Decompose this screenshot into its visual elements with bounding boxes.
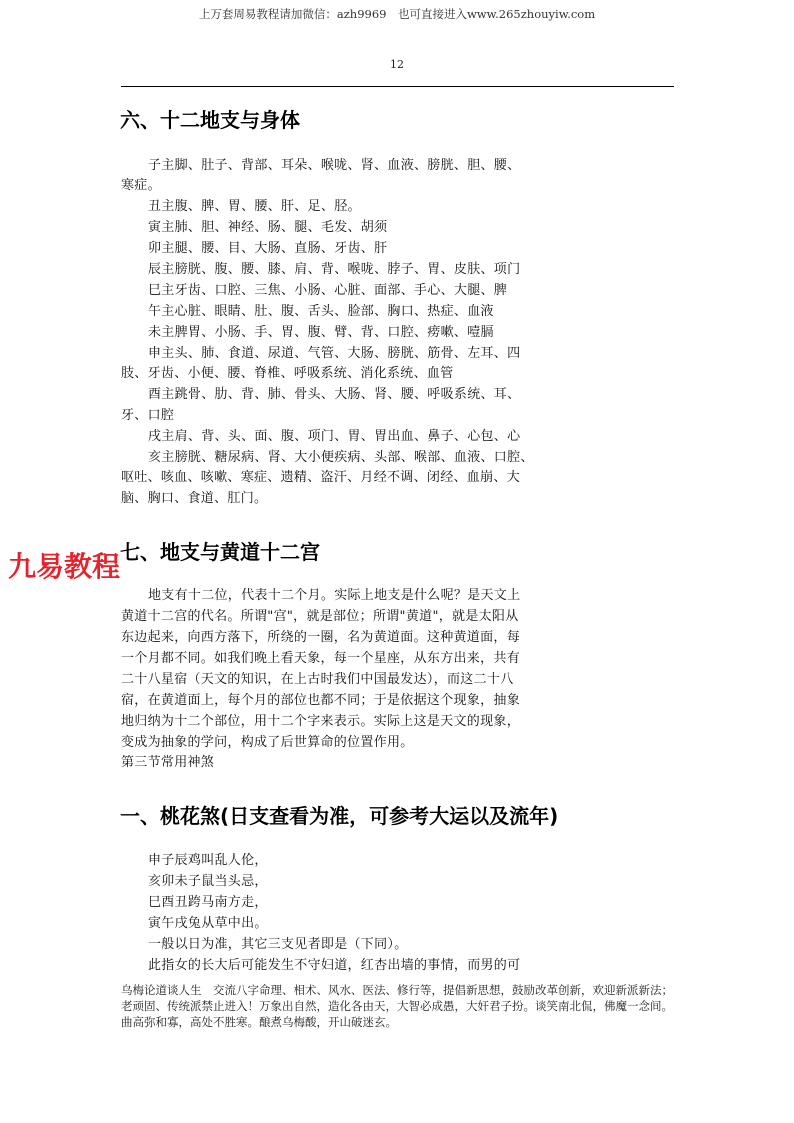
body-line: 戌主肩、背、头、面、腹、项门、胃、胃出血、鼻子、心包、心 [148,429,521,444]
body-line: 牙、口腔 [121,408,175,423]
body-line: 亥主膀胱、糖尿病、肾、大小便疾病、头部、喉部、血液、口腔、 [148,450,534,465]
body-line: 一个月都不同。如我们晚上看天象，每一个星座，从东方出来，共有 [121,651,521,666]
body-line: 寒症。 [121,178,161,193]
verse-line: 申子辰鸡叫乱人伦， [148,853,268,868]
peach-section-title: 一、桃花煞(日支查看为准，可参考大运以及流年) [120,804,559,828]
footer-note: 乌梅论道谈人生 交流八字命理、相术、风水、医法、修行等，提倡新思想，鼓励改革创新，欢迎新派新法；老顽固、传统派禁止进入！万象出自然，造化各由天，大智必成愚，大奸君子扮。谈笑南北侃，佛魔一念间。曲高弥和寡，高处不胜寒。酿煮乌梅酸，开山破迷玄。 [121,983,673,1029]
body-line: 午主心脏、眼睛、肚、腹、舌头、脸部、胸口、热症、血液 [148,304,494,319]
verse-line: 巳酉丑跨马南方走， [148,895,268,910]
body-line: 巳主牙齿、口腔、三焦、小肠、心脏、面部、手心、大腿、脾 [148,283,508,298]
body-line: 黄道十二宫的代名。所谓"宫"，就是部位；所谓"黄道"，就是太阳从 [121,609,519,624]
body-line: 二十八星宿（天文的知识，在上古时我们中国最发达），而这二十八 [121,672,514,687]
body-line: 地支有十二位，代表十二个月。实际上地支是什么呢？是天文上 [148,588,521,603]
body-line: 寅主肺、胆、神经、肠、腿、毛发、胡须 [148,220,388,235]
body-line: 变成为抽象的学问，构成了后世算命的位置作用。 [121,735,414,750]
subsection-label: 第三节常用神煞 [121,755,215,770]
body-line: 地归纳为十二个部位，用十二个字来表示。实际上这是天文的现象， [121,714,521,729]
section6-title: 六、十二地支与身体 [120,108,300,132]
body-line: 东边起来，向西方落下，所绕的一圈，名为黄道面。这种黄道面，每 [121,630,521,645]
body-line: 未主脾胃、小肠、手、胃、腹、臂、背、口腔、痨嗽、噎膈 [148,325,494,340]
body-line: 子主脚、肚子、背部、耳朵、喉咙、肾、血液、膀胱、胆、腰、 [148,158,521,173]
body-line: 此指女的长大后可能发生不守妇道，红杏出墙的事情，而男的可 [148,958,521,973]
header-rule [121,86,674,87]
body-line: 一般以日为准，其它三支见者即是（下同）。 [148,937,408,952]
body-line: 脑、胸口、食道、肛门。 [121,491,268,506]
watermark-logo: 九易教程 [8,550,121,583]
body-line: 酉主跳骨、肋、背、肺、骨头、大肠、肾、腰、呼吸系统、耳、 [148,387,521,402]
body-line: 呕吐、咳血、咳嗽、寒症、遗精、盗汗、月经不调、闭经、血崩、大 [121,470,521,485]
body-line: 丑主腹、脾、胃、腰、肝、足、胫。 [148,199,361,214]
page-number: 12 [390,58,404,71]
body-line: 申主头、肺、食道、尿道、气管、大肠、膀胱、筋骨、左耳、四 [148,346,521,361]
body-line: 辰主膀胱、腹、腰、膝、肩、背、喉咙、脖子、胃、皮肤、项门 [148,262,521,277]
verse-line: 寅午戌兔从草中出。 [148,916,268,931]
body-line: 卯主腿、腰、目、大肠、直肠、牙齿、肝 [148,241,388,256]
section7-title: 七、地支与黄道十二宫 [120,540,320,564]
top-banner: 上万套周易教程请加微信：azh9969 也可直接进入www.265zhouyiw.com [198,7,596,21]
verse-line: 亥卯未子鼠当头忌， [148,874,268,889]
body-line: 宿，在黄道面上，每个月的部位也都不同；于是依据这个现象，抽象 [121,693,521,708]
body-line: 肢、牙齿、小便、腰、脊椎、呼吸系统、消化系统、血管 [121,366,454,381]
